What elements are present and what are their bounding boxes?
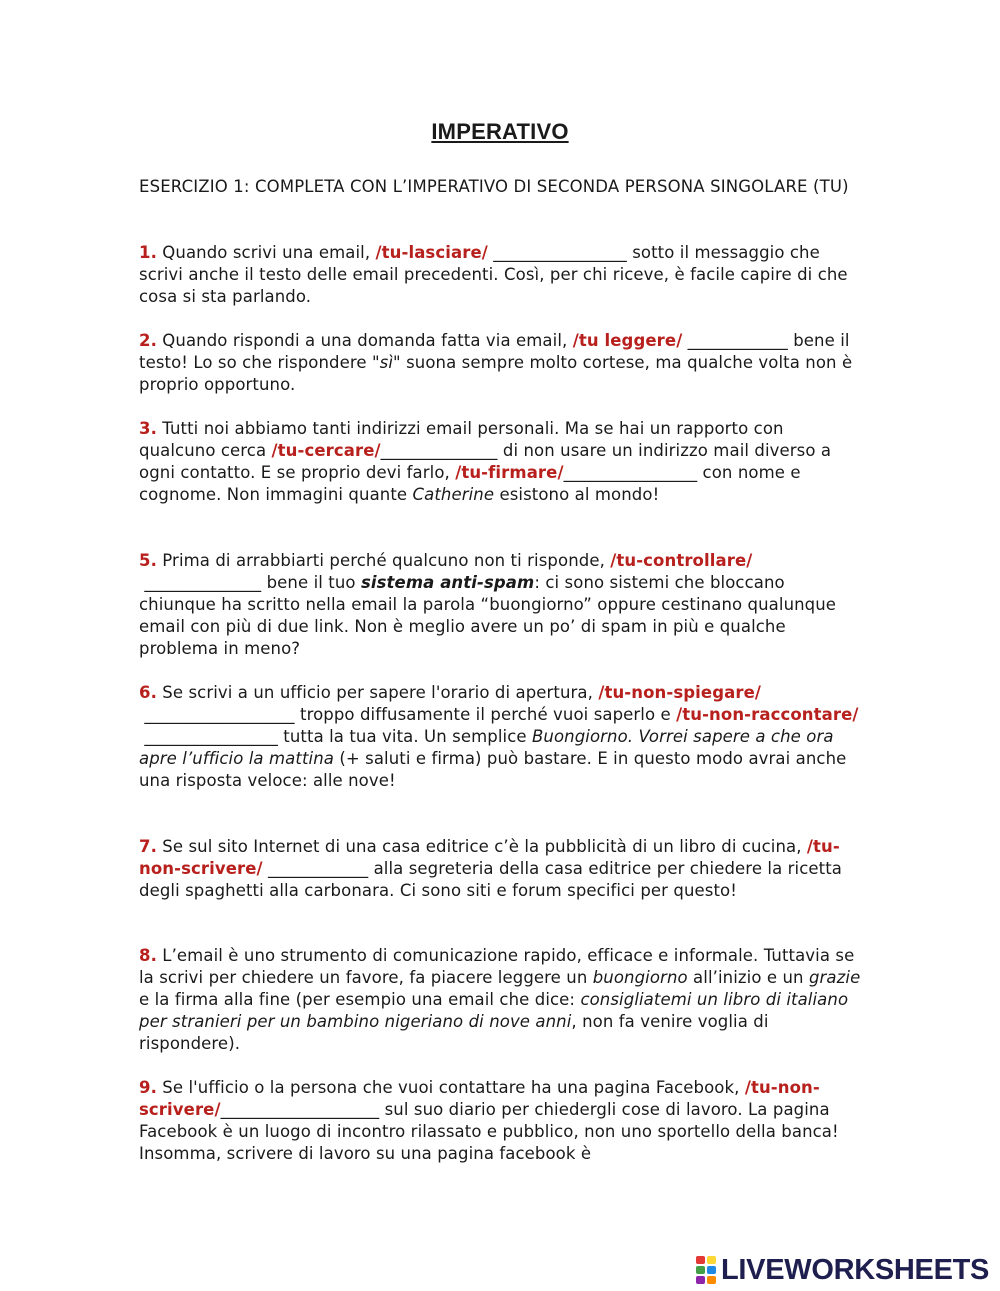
item-text: suona sempre molto cortese, ma qualche volta non è proprio opportuno. bbox=[139, 353, 853, 394]
item-number: 5. bbox=[139, 551, 157, 570]
verb-cue: /tu-firmare/ bbox=[455, 463, 564, 482]
exercise-item-8 bbox=[139, 945, 864, 1055]
exercise-item-3 bbox=[139, 418, 864, 506]
verb-cue: /tu-non-scrivere/ bbox=[139, 1078, 820, 1119]
answer-blank[interactable]: __________________ bbox=[139, 705, 300, 724]
item-text: Se sul sito Internet di una casa editrice c’è la pubblicità di un libro di cucina, bbox=[156, 837, 807, 856]
item-number: 9. bbox=[139, 1078, 157, 1097]
item-text: di non usare un indirizzo mail diverso a ogni contatto. E se proprio devi farlo, bbox=[139, 441, 832, 482]
logo-blocks-icon bbox=[696, 1256, 716, 1284]
verb-cue: /tu-non-raccontare/ bbox=[676, 705, 859, 724]
item-text: bene il testo! Lo so che rispondere bbox=[139, 331, 850, 372]
italic-word: grazie bbox=[808, 968, 861, 987]
verb-cue: /tu-cercare/ bbox=[271, 441, 381, 460]
quoted-word: "sì" bbox=[371, 353, 401, 372]
item-number: 7. bbox=[139, 837, 157, 856]
item-text: tutta la tua vita. Un semplice bbox=[283, 727, 532, 746]
item-text: Se l'ufficio o la persona che vuoi contattare ha una pagina Facebook, bbox=[156, 1078, 745, 1097]
italic-quote: Buongiorno. Vorrei sapere a che ora apre l’ufficio la mattina bbox=[139, 727, 834, 768]
exercise-instruction: ESERCIZIO 1: COMPLETA CON L’IMPERATIVO DI SECONDA PERSONA SINGOLARE (TU) bbox=[139, 177, 849, 196]
exercise-item-6 bbox=[139, 682, 864, 792]
italic-quote: consigliatemi un libro di italiano per stranieri per un bambino nigeriano di nove anni bbox=[139, 990, 849, 1031]
logo-text: LIVEWORKSHEETS bbox=[721, 1253, 990, 1286]
item-text: L’email è uno strumento di comunicazione rapido, efficace e informale. Tuttavia se la scrivi per chiedere un favore, fa piacere leggere un bbox=[139, 946, 855, 987]
italic-name: Catherine bbox=[412, 485, 495, 504]
item-number: 8. bbox=[139, 946, 157, 965]
item-text: Quando scrivi una email, bbox=[156, 243, 376, 262]
logo-block bbox=[696, 1276, 705, 1284]
answer-blank[interactable]: ___________________ bbox=[220, 1100, 385, 1119]
item-text: Quando rispondi a una domanda fatta via email, bbox=[156, 331, 573, 350]
item-text: e la firma alla fine (per esempio una email che dice: bbox=[139, 990, 581, 1009]
item-text: sotto il messaggio che scrivi anche il testo delle email precedenti. Così, per chi riceve, è facile capire di che cosa si sta parlando. bbox=[139, 243, 848, 306]
answer-blank[interactable]: ________________ bbox=[563, 463, 703, 482]
item-text: all’inizio e un bbox=[687, 968, 809, 987]
verb-cue: /tu-lasciare/ bbox=[375, 243, 488, 262]
item-number: 1. bbox=[139, 243, 157, 262]
bold-term: sistema anti-spam bbox=[360, 573, 535, 592]
exercise-item-9 bbox=[139, 1077, 864, 1165]
exercise-item-7 bbox=[139, 836, 864, 902]
logo-block bbox=[707, 1256, 716, 1264]
logo-block bbox=[696, 1256, 705, 1264]
item-number: 2. bbox=[139, 331, 157, 350]
item-text: sul suo diario per chiedergli cose di lavoro. La pagina Facebook è un luogo di incontro rilassato e pubblico, non uno sportello della banca! Insomma, scrivere di lavoro su una pagina facebook è bbox=[139, 1100, 839, 1163]
logo-block bbox=[707, 1276, 716, 1284]
verb-cue: /tu-non-spiegare/ bbox=[598, 683, 761, 702]
italic-word: buongiorno bbox=[592, 968, 688, 987]
logo-block bbox=[696, 1266, 705, 1274]
verb-cue: /tu-non-scrivere/ bbox=[139, 837, 840, 878]
exercise-item-5 bbox=[139, 550, 864, 660]
item-text: esistono al mondo! bbox=[494, 485, 660, 504]
answer-blank[interactable]: ____________ bbox=[262, 859, 374, 878]
logo-block bbox=[707, 1266, 716, 1274]
item-text: , non fa venire voglia di rispondere). bbox=[139, 1012, 769, 1053]
answer-blank[interactable]: ________________ bbox=[487, 243, 633, 262]
answer-blank[interactable]: ____________ bbox=[682, 331, 794, 350]
item-text: : ci sono sistemi che bloccano chiunque ha scritto nella email la parola “buongiorno” oppure cestinano qualunque email con più di due link. Non è meglio avere un po’ di spam in più e qualche problema in meno? bbox=[139, 573, 837, 658]
page-title: IMPERATIVO bbox=[431, 119, 569, 144]
verb-cue: /tu-controllare/ bbox=[610, 551, 753, 570]
item-text: Prima di arrabbiarti perché qualcuno non ti risponde, bbox=[156, 551, 611, 570]
item-number: 6. bbox=[139, 683, 157, 702]
exercise-item-2 bbox=[139, 330, 864, 396]
item-number: 3. bbox=[139, 419, 157, 438]
verb-cue: /tu leggere/ bbox=[572, 331, 683, 350]
item-text: (+ saluti e firma) può bastare. E in questo modo avrai anche una risposta veloce: alle nove! bbox=[139, 749, 847, 790]
item-text: con nome e cognome. Non immagini quante bbox=[139, 463, 801, 504]
answer-blank[interactable]: ________________ bbox=[139, 727, 284, 746]
item-text: Se scrivi a un ufficio per sapere l'orario di apertura, bbox=[156, 683, 599, 702]
item-text: Tutti noi abbiamo tanti indirizzi email personali. Ma se hai un rapporto con qualcuno cerca bbox=[139, 419, 784, 460]
liveworksheets-logo bbox=[696, 1254, 989, 1286]
answer-blank[interactable]: ______________ bbox=[139, 573, 267, 592]
item-text: alla segreteria della casa editrice per chiedere la ricetta degli spaghetti alla carbonara. Ci sono siti e forum specifici per questo! bbox=[139, 859, 842, 900]
answer-blank[interactable]: ______________ bbox=[380, 441, 503, 460]
item-text: bene il tuo bbox=[266, 573, 361, 592]
item-text: troppo diffusamente il perché vuoi saperlo e bbox=[300, 705, 677, 724]
exercise-item-1 bbox=[139, 242, 864, 308]
